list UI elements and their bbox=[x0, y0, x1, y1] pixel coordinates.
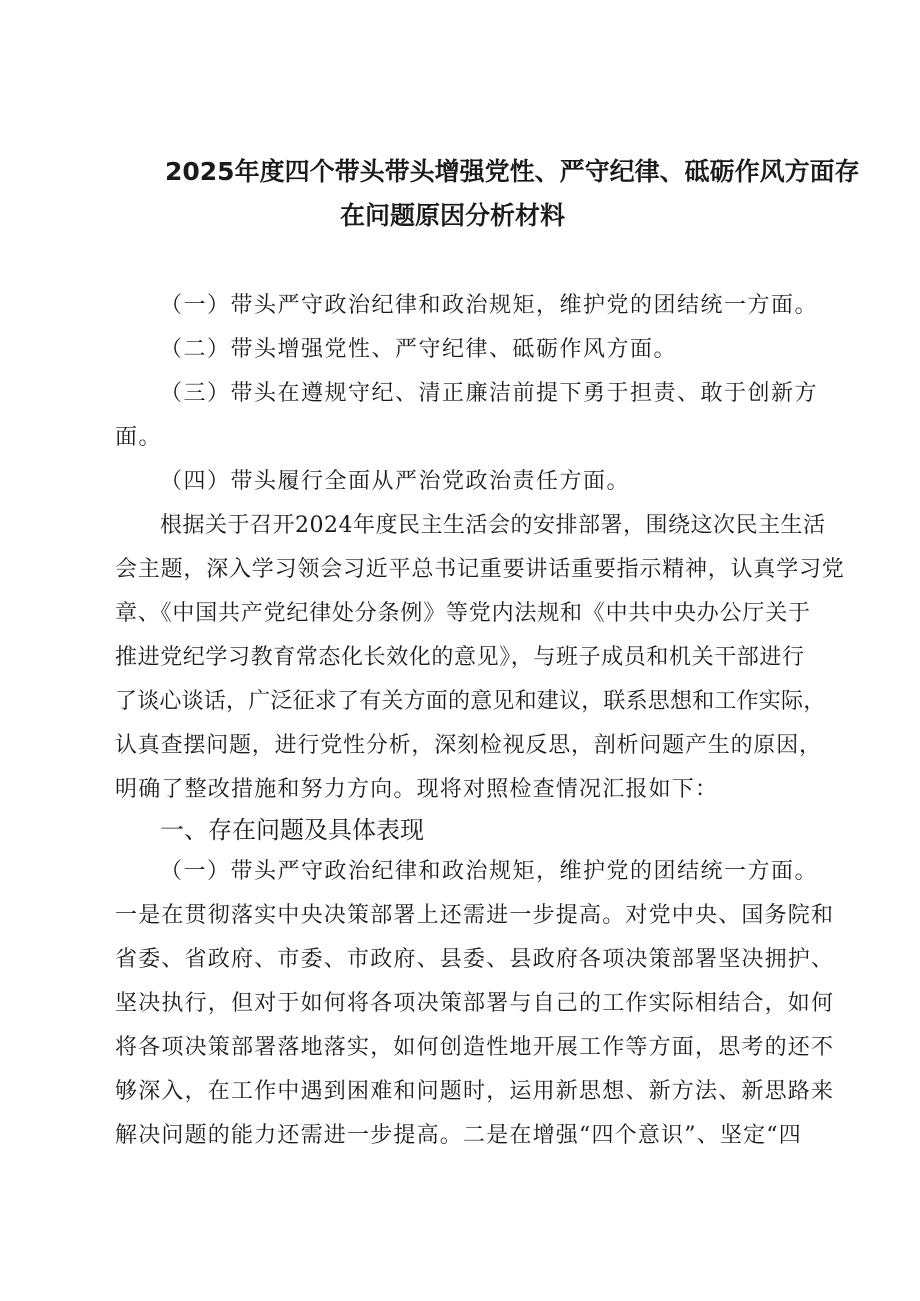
document-title-line-2: 在问题原因分析材料 bbox=[340, 201, 566, 230]
section-line-2: 一是在贯彻落实中央决策部署上还需进一步提高。对党中央、国务院和 bbox=[115, 903, 835, 928]
section-line-4: 坚决执行，但对于如何将各项决策部署与自己的工作实际相结合，如何 bbox=[115, 991, 835, 1016]
intro-line-4: 推进党纪学习教育常态化长效化的意见》，与班子成员和机关干部进行 bbox=[115, 645, 805, 670]
list-item-3: （三）带头在遵规守纪、清正廉洁前提下勇于担责、敢于创新方 bbox=[160, 381, 819, 406]
intro-line-1: 根据关于召开2024年度民主生活会的安排部署，围绕这次民主生活 bbox=[160, 513, 826, 538]
section-heading: 一、存在问题及具体表现 bbox=[160, 816, 424, 844]
intro-line-6: 认真查摆问题，进行党性分析，深刻检视反思，剖析问题产生的原因， bbox=[115, 733, 822, 758]
section-line-5: 将各项决策部署落地落实，如何创造性地开展工作等方面，思考的还不 bbox=[115, 1035, 835, 1060]
intro-line-2: 会主题，深入学习领会习近平总书记重要讲话重要指示精神，认真学习党 bbox=[115, 557, 845, 582]
section-line-7: 解决问题的能力还需进一步提高。二是在增强“四个意识”、坚定“四 bbox=[115, 1123, 802, 1148]
intro-line-5: 了谈心谈话，广泛征求了有关方面的意见和建议，联系思想和工作实际， bbox=[115, 689, 826, 714]
intro-line-7: 明确了整改措施和努力方向。现将对照检查情况汇报如下： bbox=[115, 777, 719, 802]
list-item-1: （一）带头严守政治纪律和政治规矩，维护党的团结统一方面。 bbox=[160, 293, 819, 318]
section-line-1: （一）带头严守政治纪律和政治规矩，维护党的团结统一方面。 bbox=[160, 859, 819, 884]
document-title-line-1: 2025年度四个带头带头增强党性、严守纪律、砥砺作风方面存 bbox=[165, 157, 860, 186]
list-item-3-continued: 面。 bbox=[115, 425, 163, 450]
section-line-3: 省委、省政府、市委、市政府、县委、县政府各项决策部署坚决拥护、 bbox=[115, 947, 835, 972]
list-item-2: （二）带头增强党性、严守纪律、砥砺作风方面。 bbox=[160, 337, 678, 362]
intro-line-3: 章、《中国共产党纪律处分条例》等党内法规和《中共中央办公厅关于 bbox=[115, 601, 811, 626]
section-line-6: 够深入，在工作中遇到困难和问题时，运用新思想、新方法、新思路来 bbox=[115, 1079, 835, 1104]
list-item-4: （四）带头履行全面从严治党政治责任方面。 bbox=[160, 469, 631, 494]
